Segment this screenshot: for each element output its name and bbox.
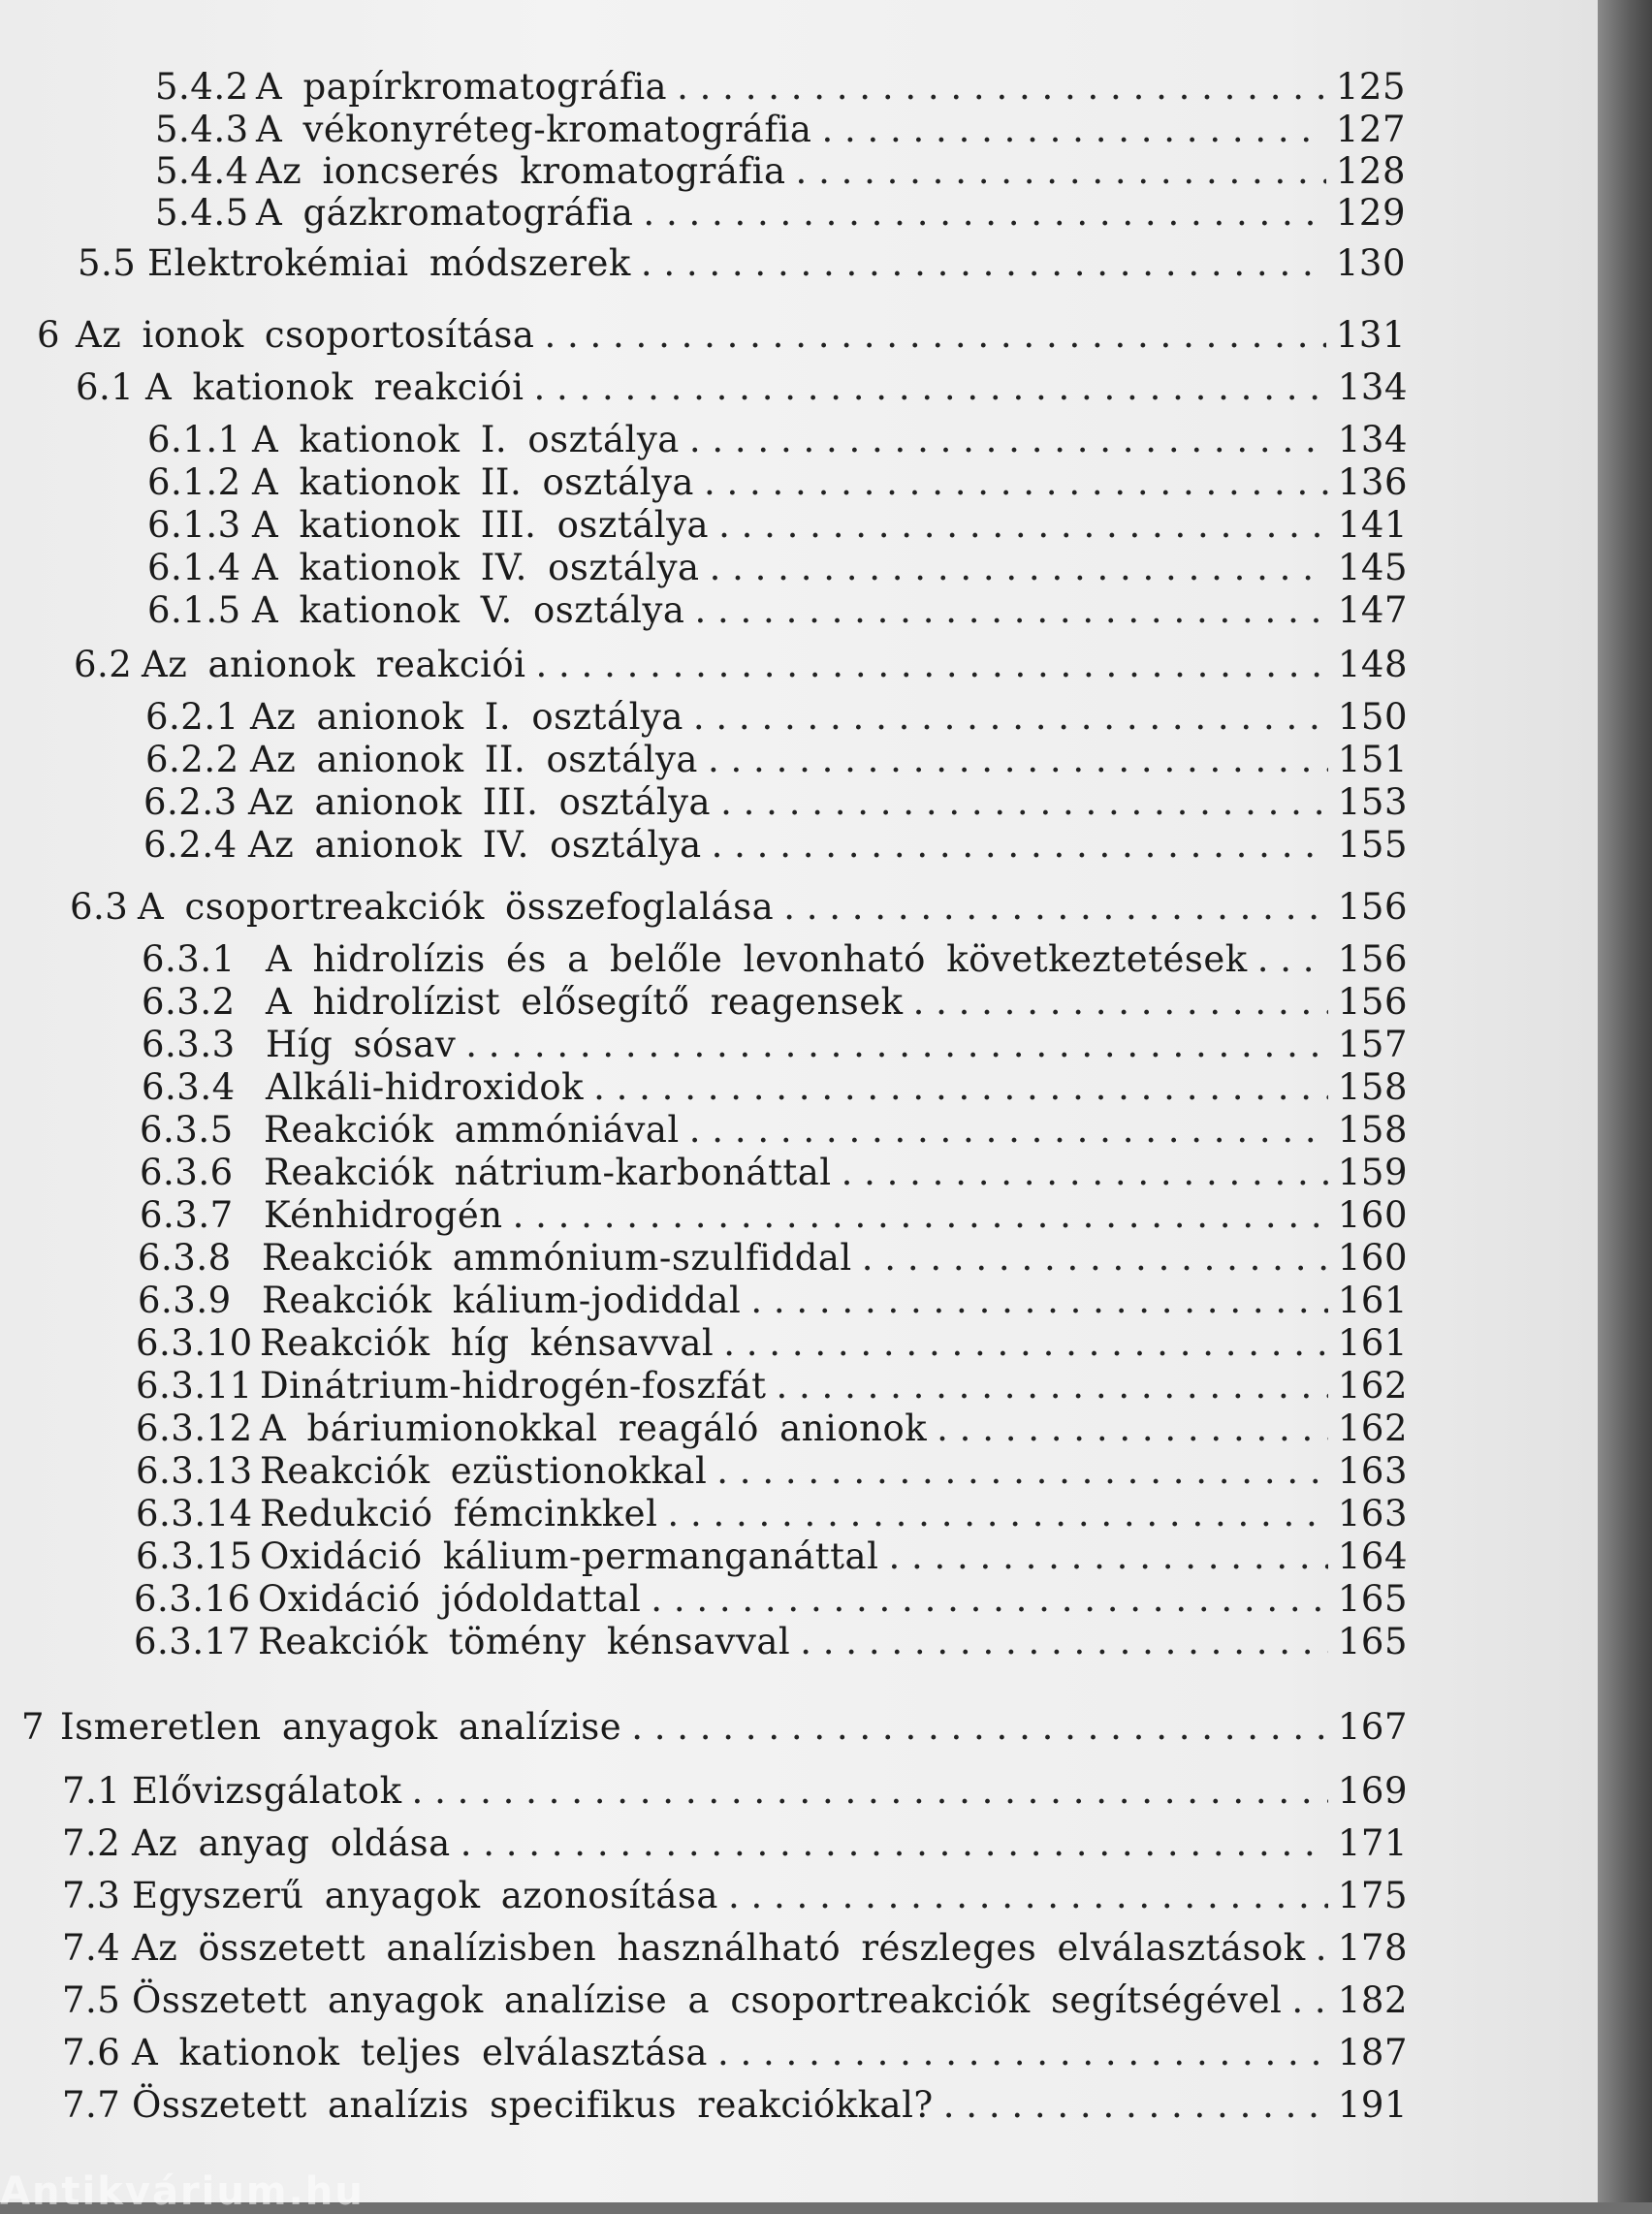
toc-entry[interactable] bbox=[74, 644, 1408, 685]
dot-leader bbox=[943, 2084, 1328, 2126]
toc-entry-page-number: 127 bbox=[1335, 109, 1406, 150]
toc-entry-number: 6.1 bbox=[76, 366, 135, 408]
dot-leader bbox=[800, 1621, 1328, 1662]
toc-entry-page-number: 165 bbox=[1337, 1578, 1408, 1620]
toc-entry-number: 6.3.9 bbox=[138, 1280, 232, 1321]
toc-entry-page-number: 141 bbox=[1337, 504, 1408, 546]
toc-entry-title: Redukció fémcinkkel bbox=[260, 1493, 658, 1534]
toc-entry-title: Dinátrium-hidrogén-foszfát bbox=[260, 1365, 767, 1407]
toc-entry-page-number: 160 bbox=[1337, 1237, 1408, 1279]
toc-entry[interactable] bbox=[142, 1024, 1408, 1065]
toc-entry-number: 6.3.6 bbox=[140, 1152, 234, 1193]
toc-entry-title: Reakciók kálium-jodiddal bbox=[262, 1280, 742, 1321]
toc-entry-number: 6.3.11 bbox=[136, 1365, 253, 1407]
toc-entry-title: Reakciók ezüstionokkal bbox=[260, 1450, 708, 1492]
dot-leader bbox=[693, 696, 1328, 738]
toc-entry-number: 7.5 bbox=[62, 1979, 121, 2021]
toc-entry[interactable] bbox=[145, 696, 1408, 738]
toc-entry[interactable] bbox=[142, 1066, 1408, 1108]
dot-leader bbox=[777, 1365, 1328, 1407]
toc-entry-page-number: 134 bbox=[1337, 419, 1408, 460]
dot-leader bbox=[667, 1493, 1327, 1534]
toc-entry-page-number: 128 bbox=[1335, 150, 1406, 192]
dot-leader bbox=[689, 1109, 1328, 1151]
toc-entry[interactable] bbox=[140, 1152, 1408, 1193]
dot-leader bbox=[593, 1066, 1328, 1108]
toc-entry-number: 6.2.2 bbox=[145, 739, 239, 780]
toc-entry-number: 6.3.17 bbox=[134, 1621, 251, 1662]
toc-entry[interactable] bbox=[136, 1322, 1408, 1364]
dot-leader bbox=[710, 547, 1328, 588]
watermark-text: Antikvárium.hu bbox=[0, 2169, 365, 2214]
toc-entry-page-number: 134 bbox=[1337, 366, 1408, 408]
toc-entry-title: A kationok reakciói bbox=[145, 366, 524, 408]
toc-entry-page-number: 153 bbox=[1337, 781, 1408, 823]
dot-leader bbox=[412, 1770, 1328, 1812]
toc-entry-title: Az anionok III. osztálya bbox=[248, 781, 712, 823]
toc-entry[interactable] bbox=[21, 1706, 1408, 1748]
toc-entry-number: 6.2.3 bbox=[143, 781, 238, 823]
toc-entry-page-number: 136 bbox=[1337, 461, 1408, 503]
toc-entry-page-number: 158 bbox=[1337, 1066, 1408, 1108]
dot-leader bbox=[465, 1024, 1328, 1065]
toc-entry-number: 6.3.13 bbox=[136, 1450, 253, 1492]
toc-entry-title: A kationok II. osztálya bbox=[252, 461, 694, 503]
toc-entry[interactable] bbox=[62, 1979, 1408, 2021]
toc-entry-title: A kationok III. osztálya bbox=[252, 504, 710, 546]
toc-entry-page-number: 151 bbox=[1337, 739, 1408, 780]
dot-leader bbox=[677, 66, 1326, 108]
toc-entry-page-number: 171 bbox=[1337, 1822, 1408, 1864]
toc-entry-number: 7.1 bbox=[62, 1770, 121, 1812]
toc-entry-title: A báriumionokkal reagáló anionok bbox=[260, 1407, 928, 1449]
toc-entry-page-number: 125 bbox=[1335, 66, 1406, 108]
dot-leader bbox=[913, 981, 1328, 1023]
toc-entry-title: Kénhidrogén bbox=[264, 1194, 503, 1236]
dot-leader bbox=[1316, 1927, 1328, 1969]
toc-entry[interactable] bbox=[155, 192, 1406, 234]
dot-leader bbox=[651, 1578, 1328, 1620]
toc-entry[interactable] bbox=[62, 1875, 1408, 1916]
toc-entry-title: A papírkromatográfia bbox=[256, 66, 668, 108]
toc-entry-title: A csoportreakciók összefoglalása bbox=[138, 886, 775, 928]
toc-entry-number: 5.4.2 bbox=[155, 66, 249, 108]
toc-entry-page-number: 187 bbox=[1337, 2032, 1408, 2073]
dot-leader bbox=[821, 109, 1325, 150]
dot-leader bbox=[842, 1152, 1328, 1193]
toc-entry-page-number: 155 bbox=[1337, 824, 1408, 866]
toc-entry-number: 6.3.10 bbox=[136, 1322, 253, 1364]
dot-leader bbox=[631, 1706, 1328, 1748]
toc-entry-number: 5.4.3 bbox=[155, 109, 249, 150]
toc-entry[interactable] bbox=[134, 1578, 1408, 1620]
toc-entry-page-number: 163 bbox=[1337, 1450, 1408, 1492]
toc-entry-page-number: 164 bbox=[1337, 1535, 1408, 1577]
toc-entry-title: Reakciók tömény kénsavval bbox=[258, 1621, 791, 1662]
dot-leader bbox=[689, 419, 1328, 460]
toc-entry-number: 6.3.4 bbox=[142, 1066, 236, 1108]
dot-leader bbox=[513, 1194, 1328, 1236]
dot-leader bbox=[544, 314, 1325, 356]
toc-entry[interactable] bbox=[62, 1770, 1408, 1812]
toc-entry-page-number: 157 bbox=[1337, 1024, 1408, 1065]
toc-entry[interactable] bbox=[145, 739, 1408, 780]
toc-entry-number: 7.3 bbox=[62, 1875, 121, 1916]
toc-entry-number: 6.1.4 bbox=[147, 547, 241, 588]
toc-entry[interactable] bbox=[155, 150, 1406, 192]
toc-entry[interactable] bbox=[62, 2084, 1408, 2126]
dot-leader bbox=[536, 644, 1328, 685]
toc-entry[interactable] bbox=[142, 981, 1408, 1023]
toc-entry-number: 6.3.12 bbox=[136, 1407, 253, 1449]
toc-entry[interactable] bbox=[147, 547, 1408, 588]
toc-entry-page-number: 178 bbox=[1337, 1927, 1408, 1969]
toc-entry-title: Egyszerű anyagok azonosítása bbox=[132, 1875, 718, 1916]
dot-leader bbox=[704, 461, 1328, 503]
toc-entry-title: Reakciók nátrium-karbonáttal bbox=[264, 1152, 832, 1193]
dot-leader bbox=[1291, 1979, 1328, 2021]
toc-entry[interactable] bbox=[76, 366, 1408, 408]
dot-leader bbox=[1257, 938, 1328, 980]
toc-entry[interactable] bbox=[136, 1407, 1408, 1449]
toc-entry-title: Az összetett analízisben használható részleges elválasztások bbox=[132, 1927, 1306, 1969]
toc-entry-title: Elővizsgálatok bbox=[132, 1770, 402, 1812]
toc-entry-number: 6.1.5 bbox=[147, 589, 241, 631]
toc-entry-title: A vékonyréteg-kromatográfia bbox=[256, 109, 812, 150]
toc-entry-page-number: 150 bbox=[1337, 696, 1408, 738]
toc-entry-number: 5.5 bbox=[78, 242, 137, 284]
toc-entry-page-number: 130 bbox=[1335, 242, 1406, 284]
toc-entry[interactable] bbox=[147, 504, 1408, 546]
toc-entry[interactable] bbox=[143, 824, 1408, 866]
toc-entry-number: 6.1.2 bbox=[147, 461, 241, 503]
toc-entry[interactable] bbox=[138, 1237, 1408, 1279]
dot-leader bbox=[643, 192, 1325, 234]
dot-leader bbox=[717, 2032, 1328, 2073]
toc-entry-title: Az anionok IV. osztálya bbox=[248, 824, 702, 866]
toc-entry-number: 5.4.5 bbox=[155, 192, 249, 234]
toc-entry-page-number: 147 bbox=[1337, 589, 1408, 631]
toc-entry-title: Híg sósav bbox=[266, 1024, 457, 1065]
toc-entry-number: 6.1.3 bbox=[147, 504, 241, 546]
toc-entry[interactable] bbox=[136, 1365, 1408, 1407]
toc-entry[interactable] bbox=[147, 419, 1408, 460]
toc-entry[interactable] bbox=[155, 109, 1406, 150]
toc-entry-title: A kationok V. osztálya bbox=[252, 589, 685, 631]
toc-entry-number: 7.7 bbox=[62, 2084, 121, 2126]
toc-entry-page-number: 175 bbox=[1337, 1875, 1408, 1916]
toc-entry-page-number: 182 bbox=[1337, 1979, 1408, 2021]
toc-entry-number: 7.2 bbox=[62, 1822, 121, 1864]
dot-leader bbox=[708, 739, 1328, 780]
toc-entry-title: A kationok I. osztálya bbox=[252, 419, 680, 460]
dot-leader bbox=[716, 1450, 1328, 1492]
toc-entry-title: Az ionok csoportosítása bbox=[76, 314, 535, 356]
toc-entry-title: Alkáli-hidroxidok bbox=[266, 1066, 585, 1108]
toc-entry[interactable] bbox=[78, 242, 1406, 284]
dot-leader bbox=[796, 150, 1326, 192]
toc-entry-number: 7.6 bbox=[62, 2032, 121, 2073]
dot-leader bbox=[533, 366, 1327, 408]
toc-entry-number: 7.4 bbox=[62, 1927, 121, 1969]
toc-entry[interactable] bbox=[62, 2032, 1408, 2073]
toc-entry-title: A kationok teljes elválasztása bbox=[132, 2032, 708, 2073]
toc-entry-title: Ismeretlen anyagok analízise bbox=[60, 1706, 622, 1748]
toc-entry-title: Reakciók ammóniával bbox=[264, 1109, 680, 1151]
toc-entry-page-number: 162 bbox=[1337, 1407, 1408, 1449]
toc-entry-title: Reakciók ammónium-szulfiddal bbox=[262, 1237, 852, 1279]
toc-entry-title: A hidrolízist elősegítő reagensek bbox=[266, 981, 904, 1023]
toc-entry-number: 6 bbox=[37, 314, 61, 356]
toc-entry-number: 6.3.5 bbox=[140, 1109, 234, 1151]
toc-entry-page-number: 161 bbox=[1337, 1280, 1408, 1321]
toc-entry-number: 6.3.2 bbox=[142, 981, 236, 1023]
dot-leader bbox=[723, 1322, 1328, 1364]
toc-entry-page-number: 156 bbox=[1337, 981, 1408, 1023]
toc-entry[interactable] bbox=[147, 589, 1408, 631]
dot-leader bbox=[461, 1822, 1328, 1864]
toc-entry-page-number: 145 bbox=[1337, 547, 1408, 588]
toc-entry-number: 6.3.1 bbox=[142, 938, 236, 980]
dot-leader bbox=[718, 504, 1328, 546]
toc-entry-number: 7 bbox=[21, 1706, 46, 1748]
toc-entry-page-number: 158 bbox=[1337, 1109, 1408, 1151]
toc-entry-number: 6.2.1 bbox=[145, 696, 239, 738]
toc-entry-page-number: 156 bbox=[1337, 938, 1408, 980]
toc-entry-title: A kationok IV. osztálya bbox=[252, 547, 700, 588]
toc-entry-page-number: 162 bbox=[1337, 1365, 1408, 1407]
dot-leader bbox=[783, 886, 1328, 928]
toc-entry-title: Az anionok reakciói bbox=[142, 644, 526, 685]
toc-entry[interactable] bbox=[62, 1822, 1408, 1864]
toc-entry[interactable] bbox=[142, 938, 1408, 980]
toc-entry[interactable] bbox=[140, 1109, 1408, 1151]
toc-entry[interactable] bbox=[147, 461, 1408, 503]
toc-entry-page-number: 161 bbox=[1337, 1322, 1408, 1364]
toc-entry-page-number: 169 bbox=[1337, 1770, 1408, 1812]
toc-entry[interactable] bbox=[136, 1535, 1408, 1577]
toc-entry-title: Oxidáció kálium-permanganáttal bbox=[260, 1535, 879, 1577]
toc-entry-title: Összetett anyagok analízise a csoportreakciók segítségével bbox=[132, 1979, 1283, 2021]
toc-entry-title: Az anionok II. osztálya bbox=[250, 739, 698, 780]
toc-entry-page-number: 163 bbox=[1337, 1493, 1408, 1534]
toc-entry[interactable] bbox=[143, 781, 1408, 823]
toc-entry-number: 6.3 bbox=[70, 886, 129, 928]
toc-entry-page-number: 167 bbox=[1337, 1706, 1408, 1748]
toc-entry-page-number: 148 bbox=[1337, 644, 1408, 685]
toc-entry[interactable] bbox=[155, 66, 1406, 108]
toc-entry-page-number: 165 bbox=[1337, 1621, 1408, 1662]
dot-leader bbox=[862, 1237, 1328, 1279]
toc-entry[interactable] bbox=[70, 886, 1408, 928]
toc-entry-number: 5.4.4 bbox=[155, 150, 249, 192]
toc-entry[interactable] bbox=[37, 314, 1406, 356]
toc-entry-title: Az ioncserés kromatográfia bbox=[256, 150, 786, 192]
toc-entry[interactable] bbox=[136, 1493, 1408, 1534]
toc-entry-page-number: 159 bbox=[1337, 1152, 1408, 1193]
toc-entry-title: Összetett analízis specifikus reakciókkal? bbox=[132, 2084, 934, 2126]
toc-entry-number: 6.1.1 bbox=[147, 419, 241, 460]
dot-leader bbox=[728, 1875, 1328, 1916]
book-spine-shadow bbox=[1598, 0, 1652, 2202]
toc-entry-title: A hidrolízis és a belőle levonható következtetések bbox=[266, 938, 1248, 980]
toc-entry-page-number: 191 bbox=[1337, 2084, 1408, 2126]
toc-entry[interactable] bbox=[62, 1927, 1408, 1969]
toc-entry-title: Reakciók híg kénsavval bbox=[260, 1322, 715, 1364]
toc-entry[interactable] bbox=[138, 1280, 1408, 1321]
toc-entry[interactable] bbox=[136, 1450, 1408, 1492]
toc-entry-title: Elektrokémiai módszerek bbox=[147, 242, 631, 284]
toc-entry-page-number: 131 bbox=[1335, 314, 1406, 356]
toc-entry-number: 6.3.8 bbox=[138, 1237, 232, 1279]
toc-entry-title: Az anionok I. osztálya bbox=[250, 696, 683, 738]
dot-leader bbox=[750, 1280, 1328, 1321]
dot-leader bbox=[712, 824, 1328, 866]
toc-entry-number: 6.2 bbox=[74, 644, 133, 685]
toc-entry[interactable] bbox=[134, 1621, 1408, 1662]
toc-entry-page-number: 160 bbox=[1337, 1194, 1408, 1236]
toc-entry-number: 6.2.4 bbox=[143, 824, 238, 866]
toc-entry-title: A gázkromatográfia bbox=[256, 192, 634, 234]
toc-entry-number: 6.3.14 bbox=[136, 1493, 253, 1534]
toc-entry-number: 6.3.7 bbox=[140, 1194, 234, 1236]
toc-entry-page-number: 129 bbox=[1335, 192, 1406, 234]
toc-entry-number: 6.3.3 bbox=[142, 1024, 236, 1065]
toc-entry-title: Oxidáció jódoldattal bbox=[258, 1578, 642, 1620]
dot-leader bbox=[720, 781, 1328, 823]
dot-leader bbox=[641, 242, 1326, 284]
dot-leader bbox=[888, 1535, 1327, 1577]
toc-entry-number: 6.3.16 bbox=[134, 1578, 251, 1620]
dot-leader bbox=[937, 1407, 1328, 1449]
dot-leader bbox=[694, 589, 1327, 631]
toc-entry-number: 6.3.15 bbox=[136, 1535, 253, 1577]
toc-entry-page-number: 156 bbox=[1337, 886, 1408, 928]
toc-entry-title: Az anyag oldása bbox=[132, 1822, 451, 1864]
toc-entry[interactable] bbox=[140, 1194, 1408, 1236]
